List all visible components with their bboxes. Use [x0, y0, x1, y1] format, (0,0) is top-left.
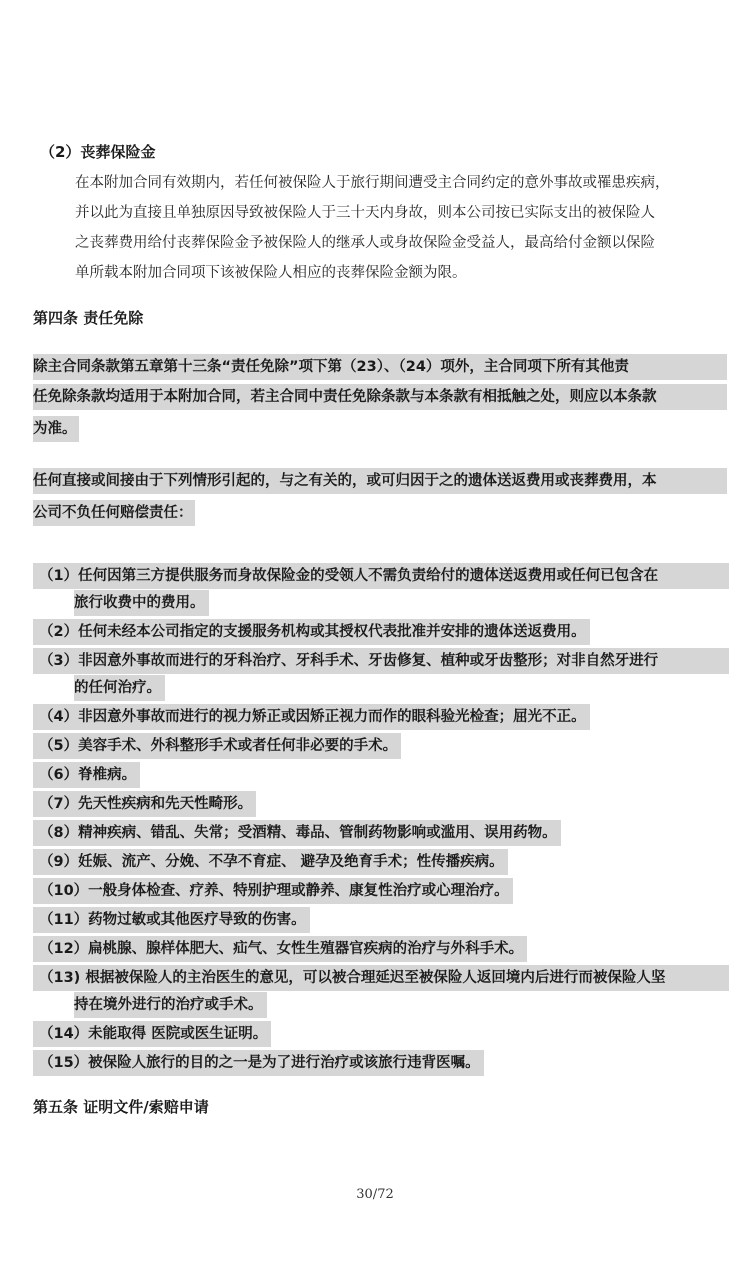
exclusion-line: （8）精神疾病、错乱、失常；受酒精、毒品、管制药物影响或滥用、误用药物。: [33, 820, 561, 846]
exclusion-line: 的任何治疗。: [74, 675, 165, 701]
exclusion-line: （14）未能取得 医院或医生证明。: [33, 1021, 271, 1047]
exclusion-line: （13) 根据被保险人的主治医生的意见，可以被合理延迟至被保险人返回境内后进行而被保险人坚: [33, 965, 729, 991]
exclusion-line: （6）脊椎病。: [33, 762, 140, 788]
paragraph-line: 之丧葬费用给付丧葬保险金予被保险人的继承人或身故保险金受益人，最高给付金额以保险: [75, 235, 655, 251]
exclusion-item: [33, 878, 725, 904]
exclusion-line: （4）非因意外事故而进行的视力矫正或因矫正视力而作的眼科验光检查；屈光不正。: [33, 704, 590, 730]
exclusion-item: [33, 648, 725, 701]
paragraph-line: 单所载本附加合同项下该被保险人相应的丧葬保险金额为限。: [75, 265, 467, 281]
exclusion-item: [33, 563, 725, 616]
highlighted-line: 除主合同条款第五章第十三条“责任免除”项下第（23）、（24）项外，主合同项下所有其他责: [33, 354, 727, 380]
highlighted-line: 任何直接或间接由于下列情形引起的，与之有关的，或可归因于之的遗体送返费用或丧葬费用，本: [33, 468, 727, 494]
exclusion-item: [33, 791, 725, 817]
exclusion-item: [33, 762, 725, 788]
exclusion-line: （12）扁桃腺、腺样体肥大、疝气、女性生殖器官疾病的治疗与外科手术。: [33, 936, 527, 962]
exclusion-line: （1）任何因第三方提供服务而身故保险金的受领人不需负责给付的遗体送返费用或任何已包含在: [33, 563, 729, 589]
exclusion-line: （5）美容手术、外科整形手术或者任何非必要的手术。: [33, 733, 401, 759]
exclusion-item: [33, 1050, 725, 1076]
exclusion-line: （9）妊娠、流产、分娩、不孕不育症、 避孕及绝育手术；性传播疾病。: [33, 849, 508, 875]
page-number: 30/72: [356, 1187, 394, 1202]
paragraph-line: 在本附加合同有效期内，若任何被保险人于旅行期间遭受主合同约定的意外事故或罹患疾病，: [75, 175, 670, 191]
exclusion-line: （10）一般身体检查、疗养、特别护理或静养、康复性治疗或心理治疗。: [33, 878, 513, 904]
paragraph-line: 并以此为直接且单独原因导致被保险人于三十天内身故，则本公司按已实际支出的被保险人: [75, 205, 655, 221]
article-5-heading: 第五条 证明文件/索赔申请: [33, 1098, 209, 1116]
funeral-benefit-paragraph: [75, 168, 725, 288]
exclusion-item: [33, 849, 725, 875]
exclusion-item: [33, 936, 725, 962]
exclusion-line: 持在境外进行的治疗或手术。: [74, 992, 267, 1018]
exclusion-line: 旅行收费中的费用。: [74, 590, 209, 616]
exclusion-item: [33, 733, 725, 759]
exclusion-line: （2）任何未经本公司指定的支援服务机构或其授权代表批准并安排的遗体送返费用。: [33, 619, 590, 645]
highlighted-line: 任免除条款均适用于本附加合同，若主合同中责任免除条款与本条款有相抵触之处，则应以本条款: [33, 384, 727, 410]
exclusion-item: [33, 907, 725, 933]
exclusion-item: [33, 619, 725, 645]
highlighted-line: 公司不负任何赔偿责任：: [33, 500, 195, 526]
exclusion-item: [33, 965, 725, 1018]
exclusion-line: （7）先天性疾病和先天性畸形。: [33, 791, 256, 817]
exclusion-item: [33, 820, 725, 846]
exclusion-line: （15）被保险人旅行的目的之一是为了进行治疗或该旅行违背医嘱。: [33, 1050, 484, 1076]
article-4-heading: 第四条 责任免除: [33, 309, 144, 327]
exclusion-intro-paragraph: [33, 354, 725, 446]
exclusion-line: （11）药物过敏或其他医疗导致的伤害。: [33, 907, 310, 933]
exclusion-item: [33, 704, 725, 730]
exclusion-item: [33, 1021, 725, 1047]
exclusion-list: [33, 563, 725, 1079]
highlighted-line: 为准。: [33, 416, 79, 442]
exclusion-lead-paragraph: [33, 468, 725, 530]
funeral-benefit-heading: （2）丧葬保险金: [40, 143, 156, 161]
exclusion-line: （3）非因意外事故而进行的牙科治疗、牙科手术、牙齿修复、植种或牙齿整形；对非自然牙进行: [33, 648, 729, 674]
